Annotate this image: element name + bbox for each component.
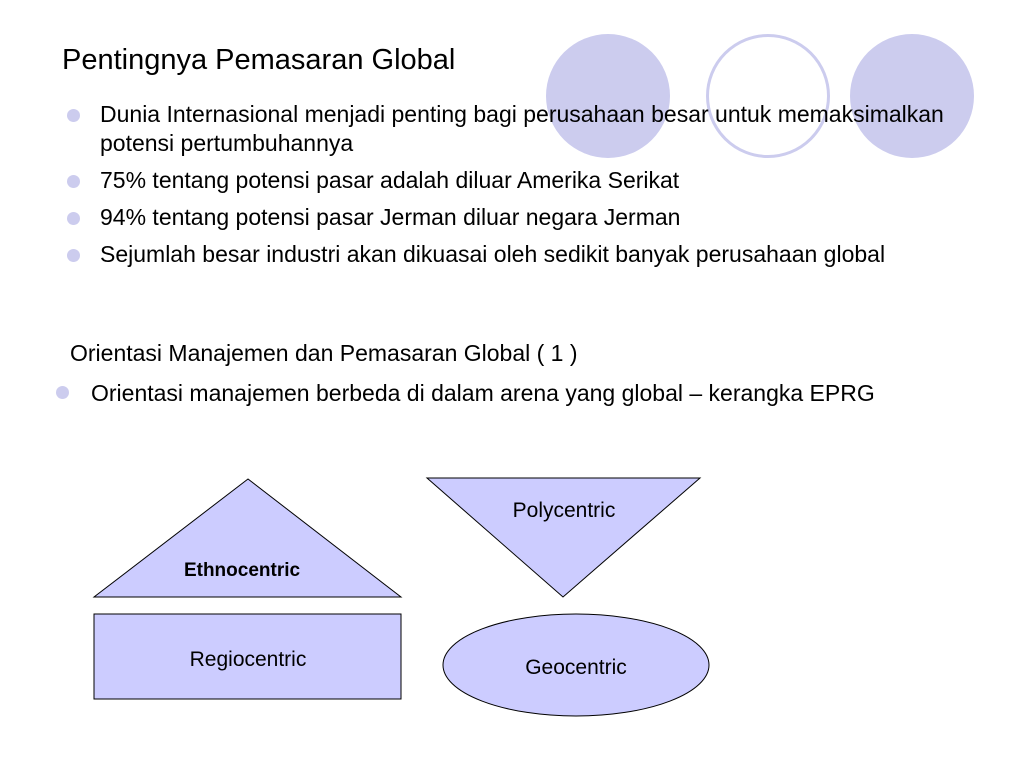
section-subheading: Orientasi Manajemen dan Pemasaran Global ( 1 ) (70, 340, 578, 366)
bullet-text: Sejumlah besar industri akan dikuasai oleh sedikit banyak perusahaan global (100, 241, 886, 267)
slide-title: Pentingnya Pemasaran Global (62, 44, 456, 76)
regiocentric-label: Regiocentric (189, 648, 307, 671)
polycentric-label: Polycentric (512, 499, 616, 522)
bullet-text: Orientasi manajemen berbeda di dalam arena yang global – kerangka EPRG (91, 380, 875, 406)
polycentric-triangle (427, 478, 700, 597)
bullet-text: Dunia Internasional menjadi penting bagi perusahaan besar untuk memaksimalkan potensi pertumbuhannya (100, 101, 944, 156)
geocentric-label: Geocentric (525, 656, 627, 679)
bullet-text: 75% tentang potensi pasar adalah diluar Amerika Serikat (100, 167, 680, 193)
ethnocentric-label: Ethnocentric (183, 560, 301, 581)
bullet-text: 94% tentang potensi pasar Jerman diluar negara Jerman (100, 204, 681, 230)
